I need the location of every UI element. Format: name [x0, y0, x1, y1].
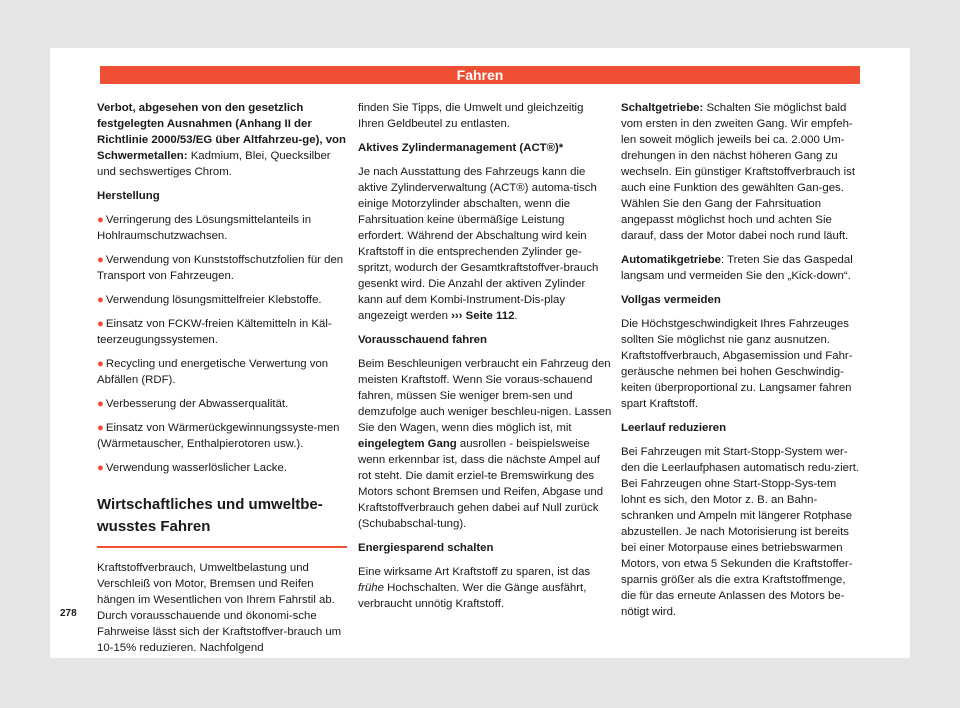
bullet-text: Recycling und energetische Verwertung von Abfällen (RDF). — [97, 358, 329, 386]
bullet-item — [97, 460, 347, 476]
vollgas-paragraph: Die Höchstgeschwindigkeit Ihres Fahrzeuges sollten Sie möglichst nie ganz ausnutzen. Kraftstoffverbrauch, Abgasemission und Fahr-geräusche nehmen bei hohen Geschwindig-keiten überproportional zu. Langsamer fahren spart Kraftstoff. — [621, 318, 853, 410]
schalt-bold: Schaltgetriebe: — [621, 102, 704, 114]
schalt-paragraph — [621, 100, 861, 244]
continuation-paragraph: finden Sie Tipps, die Umwelt und gleichzeitig Ihren Geldbeutel zu entlasten. — [358, 102, 584, 130]
leerlauf-heading: Leerlauf reduzieren — [621, 422, 727, 434]
page-link[interactable]: ››› Seite 112 — [451, 310, 515, 322]
bullet-text: Verwendung wasserlöslicher Lacke. — [105, 462, 287, 474]
bullet-item — [97, 356, 347, 388]
bullet-item — [97, 316, 347, 348]
bullet-item — [97, 292, 347, 308]
bullet-icon: ● — [97, 294, 104, 306]
energie-italic: frühe — [358, 582, 384, 594]
act-text: Je nach Ausstattung des Fahrzeugs kann die aktive Zylinderverwaltung (ACT®) automa-tisch einige Motorzylinder abschalten, wenn die Fahrsituation keine übermäßige Leistung erfordert. Während der Abschaltung wird kein Kraftstoff in die entsprechenden Zylinder ge-spritzt, wodurch der Gesamtkraftstoffver-brauch gesenkt wird. Die Anzahl der aktiven Zylinder kann auf dem Kombi-Instrument-Dis-play angezeigt werden — [358, 166, 599, 322]
bullet-item — [97, 212, 347, 244]
intro-paragraph — [97, 100, 347, 180]
bullet-text: Einsatz von FCKW-freien Kältemitteln in Käl-teerzeugungssystemen. — [97, 318, 332, 346]
auto-paragraph — [621, 252, 861, 284]
intro-text: Kadmium, Blei, Quecksilber und sechswertiges Chrom. — [97, 150, 331, 178]
section-paragraph: Kraftstoffverbrauch, Umweltbelastung und Verschleiß von Motor, Bremsen und Reifen hängen im Wesentlichen von Ihrem Fahrstil ab. Durch vorausschauende und ökonomi-sche Fahrweise lässt sich der Kraftstoffver-brauch um 10-15% reduzieren. Nachfolgend — [97, 562, 342, 654]
bullet-icon: ● — [97, 462, 104, 474]
page-number: 278 — [60, 608, 77, 619]
herstellung-heading: Herstellung — [97, 190, 160, 202]
energie-text: Eine wirksame Art Kraftstoff zu sparen, ist das — [358, 566, 591, 578]
column-middle — [358, 100, 612, 620]
intro-bold: Verbot, abgesehen von den gesetzlich festgelegten Ausnahmen (Anhang II der Richtlinie 2000/53/EG über Altfahrzeu-ge), von Schwermetallen: — [97, 102, 346, 162]
energie-text-2: Hochschalten. Wer die Gänge ausfährt, verbraucht unnötig Kraftstoff. — [358, 582, 587, 610]
bullet-icon: ● — [97, 422, 104, 434]
bullet-icon: ● — [97, 358, 104, 370]
voraus-text-2: ausrollen - beispielsweise wenn erkennbar ist, dass die nächste Ampel auf rot steht. Die damit erziel-te Bremswirkung des Motors schont Bremsen und Reifen, Abgase und Kraftstoffverbrauch gehen dabei auf Null zurück (Schubabschal-tung). — [358, 438, 604, 530]
act-paragraph — [358, 164, 612, 324]
bullet-item — [97, 420, 347, 452]
act-end: . — [514, 310, 518, 322]
column-left — [97, 100, 347, 664]
vollgas-heading: Vollgas vermeiden — [621, 294, 721, 306]
voraus-bold: eingelegtem Gang — [358, 438, 457, 450]
schalt-text: Schalten Sie möglichst bald vom ersten in den zweiten Gang. Wir empfeh-len soweit möglich jeweils bei ca. 2.000 Um-drehungen in den nächst höheren Gang zu wechseln. Ein günstiger Kraftstoffverbrauch ist auch eine Funktion des gewählten Gan-ges. Wählen Sie den Gang der Fahrsituation angepasst möglichst hoch und achten Sie darauf, dass der Motor dabei noch rund läuft. — [621, 102, 856, 242]
bullet-text: Verwendung von Kunststoffschutzfolien für den Transport von Fahrzeugen. — [97, 254, 344, 282]
bullet-icon: ● — [97, 318, 104, 330]
bullet-text: Verringerung des Lösungsmittelanteils in Hohlraumschutzwachsen. — [97, 214, 312, 242]
bullet-icon: ● — [97, 214, 104, 226]
column-right — [621, 100, 861, 628]
bullet-item — [97, 396, 347, 412]
bullet-text: Verwendung lösungsmittelfreier Klebstoffe. — [105, 294, 322, 306]
voraus-paragraph — [358, 356, 612, 532]
bullet-text: Verbesserung der Abwasserqualität. — [105, 398, 289, 410]
auto-bold: Automatikgetriebe — [621, 254, 722, 266]
voraus-text: Beim Beschleunigen verbraucht ein Fahrzeug den meisten Kraftstoff. Wenn Sie voraus-schauend fahren, müssen Sie weniger brem-sen und demzufolge auch weniger beschleu-nigen. Lassen Sie den Wagen, wenn dies möglich ist, mit — [358, 358, 612, 434]
energie-paragraph — [358, 564, 612, 612]
document-page — [50, 48, 910, 658]
bullet-item — [97, 252, 347, 284]
auto-text: : Treten Sie das Gaspedal langsam und vermeiden Sie den „Kick-down“. — [621, 254, 853, 282]
voraus-heading: Vorausschauend fahren — [358, 334, 487, 346]
energie-heading: Energiesparend schalten — [358, 542, 494, 554]
act-heading: Aktives Zylindermanagement (ACT®)* — [358, 142, 564, 154]
section-heading: Wirtschaftliches und umweltbe-wusstes Fahren — [97, 494, 347, 548]
page-header: Fahren — [100, 66, 860, 84]
leerlauf-paragraph: Bei Fahrzeugen mit Start-Stopp-System wer-den die Leerlaufphasen automatisch redu-ziert. Bei Fahrzeugen ohne Start-Stopp-Sys-tem lohnt es sich, den Motor z. B. an Bahn-schranken und Ampeln mit längerer Rotphase abzustellen. Je nach Motorisierung ist bereits bei einer Motorpause eines betriebswarmen Motors, von etwa 5 Sekunden die Kraftstoffer-sparnis größer als die extra Kraftstoffmenge, die für das erneute Anlassen des Motors be-nötigt wird. — [621, 446, 860, 618]
bullet-text: Einsatz von Wärmerückgewinnungssyste-men (Wärmetauscher, Enthalpierotoren usw.). — [97, 422, 340, 450]
bullet-icon: ● — [97, 398, 104, 410]
bullet-icon: ● — [97, 254, 104, 266]
